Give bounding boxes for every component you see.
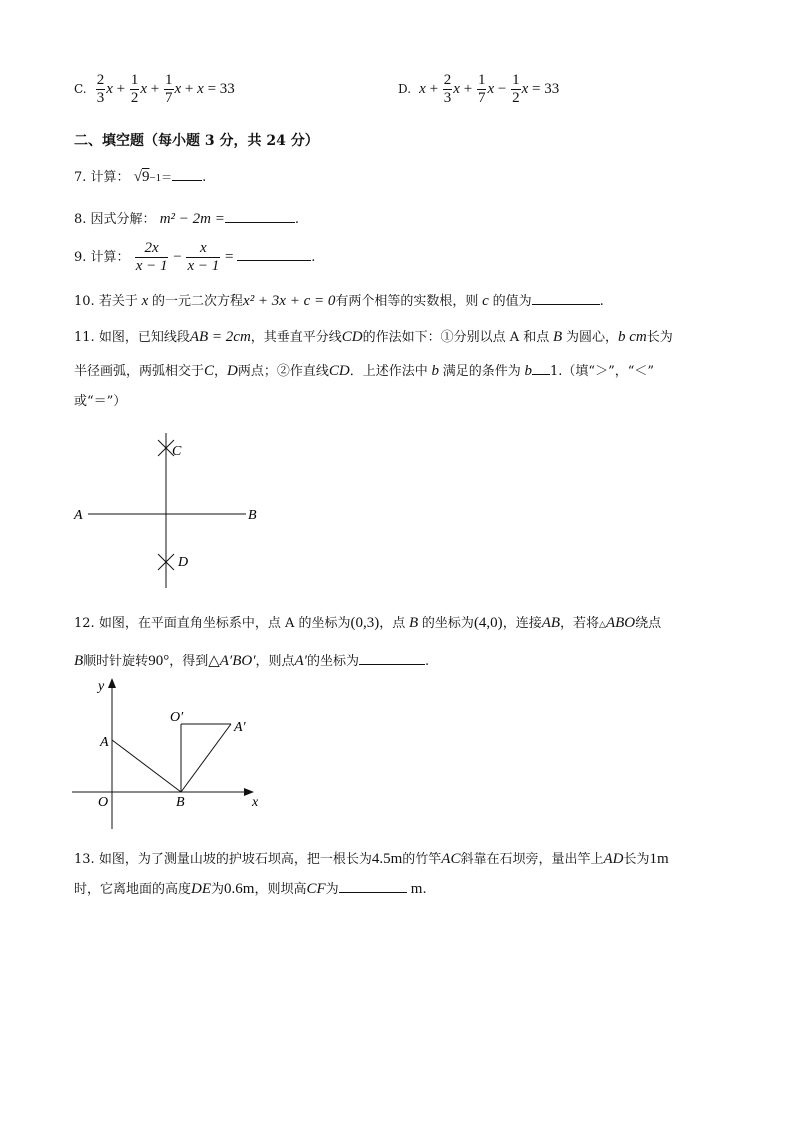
label-y: y [98, 679, 105, 694]
label-a-prime: A′ [234, 720, 246, 735]
answer-blank-11[interactable] [532, 374, 550, 375]
y-axis-arrow [108, 678, 116, 688]
answer-blank-12[interactable] [359, 664, 425, 665]
segment-ba-prime [181, 724, 231, 792]
question-13-line-2: 时，它离地面的高度DE为0.6m，则坝高CF为 m. [74, 881, 427, 897]
option-d-expression: x + $\frac{2}{3}$ x + $\frac{1}{7}$ x − $\frac{1}{2}$ x = 33 [419, 72, 560, 106]
q9-expression: $\frac{2x}{x - 1}$ − $\frac{x}{x - 1}$ = [135, 240, 238, 274]
question-12-line-2: B顺时针旋转90°，得到△A′BO′，则点A′的坐标为 . [74, 653, 430, 669]
answer-blank-9[interactable] [237, 260, 311, 261]
question-13-line-1: 13. 如图，为了测量山坡的护坡石坝高，把一根长为4.5m的竹竿AC斜靠在石坝旁，量出竿上AD长为1m [74, 851, 669, 867]
label-o-prime: O′ [170, 710, 184, 725]
question-7: 7. 计算： √9−1＝ . [74, 169, 207, 185]
question-10: 10. 若关于 x 的一元二次方程x² + 3x + c = 0有两个相等的实数根，则 c 的值为 . [74, 293, 604, 309]
q8-expression: m² − 2m = [159, 211, 225, 227]
figure-11 [70, 428, 270, 593]
label-a: A [74, 508, 83, 523]
label-o: O [98, 795, 109, 810]
answer-blank-8[interactable] [225, 222, 295, 223]
segment-ab [112, 740, 181, 792]
label-c: C [172, 444, 182, 459]
question-11-line-2: 半径画弧，两弧相交于C，D两点；②作直线CD．上述作法中 b 满足的条件为 b 1.（填“＞”，“＜” [74, 363, 655, 379]
label-x: x [252, 795, 259, 810]
label-b: B [176, 795, 185, 810]
option-d-label: D. [398, 81, 412, 96]
q7-expression: √9−1＝ [133, 169, 173, 185]
question-11-line-1: 11. 如图，已知线段AB = 2cm，其垂直平分线CD的作法如下：①分别以点 A 和点 B 为圆心，b cm长为 [74, 329, 673, 345]
option-c-expression: $\frac{2}{3}$ x + $\frac{1}{2}$ x + $\frac{1}{7}$ x + x = 33 [96, 72, 235, 106]
option-d [398, 72, 559, 107]
question-8: 8. 因式分解： m² − 2m = . [74, 211, 299, 227]
question-12-line-1: 12. 如图，在平面直角坐标系中，点 A 的坐标为(0,3)，点 B 的坐标为(4,0)，连接AB，若将△ABO绕点 [74, 615, 662, 631]
label-a: A [100, 735, 109, 750]
label-d: D [178, 555, 189, 570]
question-9: 9. 计算： $\frac{2x}{x - 1}$ − $\frac{x}{x - 1}$ = . [74, 240, 316, 274]
label-b: B [248, 508, 257, 523]
figure-12 [70, 674, 270, 834]
option-c [74, 72, 235, 107]
question-11-line-3: 或“＝”） [74, 394, 127, 409]
answer-blank-13[interactable] [339, 892, 407, 893]
answer-blank-7[interactable] [172, 180, 202, 181]
answer-blank-10[interactable] [532, 304, 600, 305]
option-c-label: C. [74, 81, 87, 96]
section-title: 二、填空题（每小题 3 分，共 24 分） [74, 133, 319, 149]
